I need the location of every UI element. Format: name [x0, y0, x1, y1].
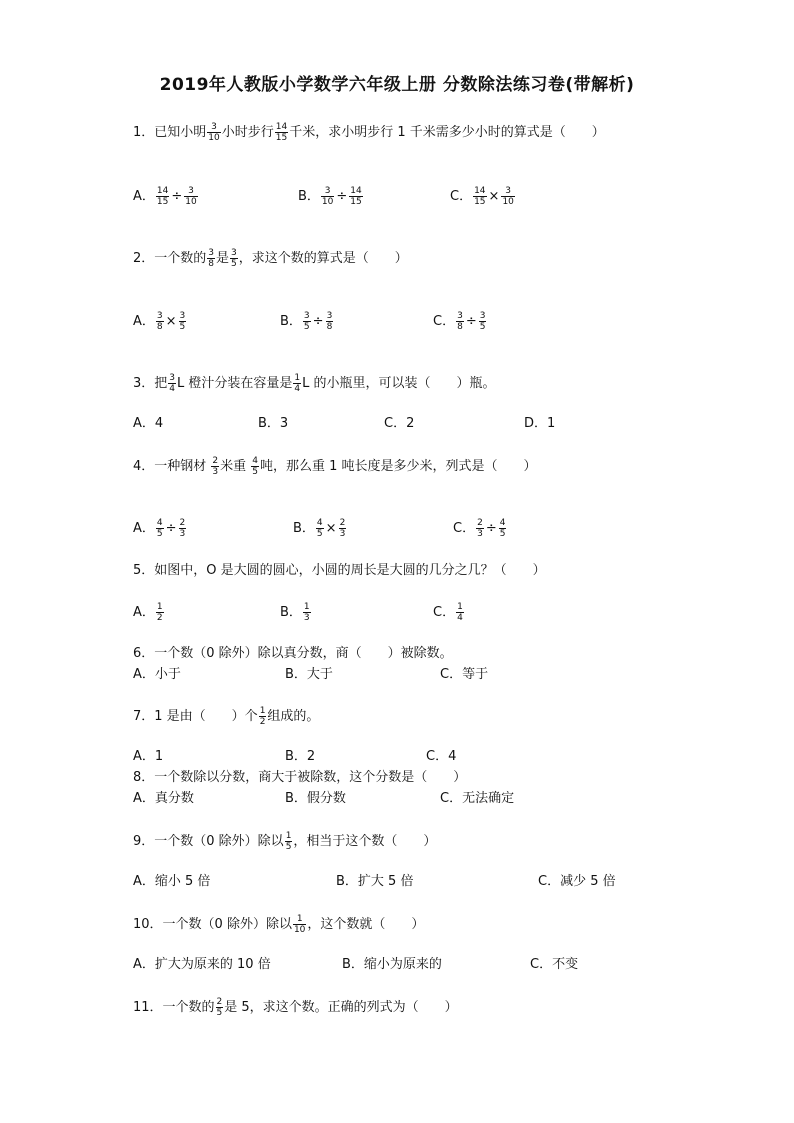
- q7-option-c[interactable]: C．4: [426, 749, 457, 764]
- q1-option-b[interactable]: B． $\frac{3}{10}$ ÷ $\frac{14}{15}$: [298, 186, 362, 207]
- q3-option-b[interactable]: B．3: [258, 416, 289, 431]
- question-9: 9．一个数（0 除外）除以 $\frac{1}{5}$ ，相当于这个数（ ）: [133, 831, 437, 852]
- q1-text-2: 小时步行: [221, 125, 274, 140]
- q2-option-c[interactable]: C． $\frac{3}{8}$ ÷ $\frac{3}{5}$: [433, 311, 486, 332]
- q3-option-a[interactable]: A．4: [133, 416, 164, 431]
- fraction: $\frac{3}{4}$: [169, 373, 176, 394]
- q1-text-1: 1．已知小明: [133, 125, 207, 140]
- q8-option-a[interactable]: A．真分数: [133, 791, 194, 806]
- q7-option-a[interactable]: A．1: [133, 749, 164, 764]
- q3-option-d[interactable]: D．1: [524, 416, 556, 431]
- question-3: 3．把 $\frac{3}{4}$ L 橙汁分装在容量是 $\frac{1}{4}$ L 的小瓶里，可以装（ ）瓶。: [133, 373, 496, 394]
- question-5: 5．如图中，O 是大圆的圆心，小圆的周长是大圆的几分之几？（ ）: [133, 563, 546, 578]
- q5-option-c[interactable]: C． $\frac{1}{4}$: [433, 602, 463, 623]
- fraction: $\frac{4}{5}$: [252, 456, 259, 477]
- fraction: $\frac{1}{4}$: [294, 373, 301, 394]
- fraction: $\frac{1}{10}$: [293, 914, 306, 935]
- q10-option-b[interactable]: B．缩小为原来的: [342, 957, 442, 972]
- fraction: $\frac{1}{5}$: [285, 831, 292, 852]
- q4-option-c[interactable]: C． $\frac{2}{3}$ ÷ $\frac{4}{5}$: [453, 518, 506, 539]
- q6-option-b[interactable]: B．大于: [285, 667, 333, 682]
- q6-option-c[interactable]: C．等于: [440, 667, 489, 682]
- q2-option-b[interactable]: B． $\frac{3}{5}$ ÷ $\frac{3}{8}$: [280, 311, 333, 332]
- q10-option-a[interactable]: A．扩大为原来的 10 倍: [133, 957, 271, 972]
- question-7: 7．1 是由（ ）个 $\frac{1}{2}$ 组成的。: [133, 706, 320, 727]
- fraction: $\frac{3}{5}$: [231, 248, 237, 269]
- q1-option-a[interactable]: A． $\frac{14}{15}$ ÷ $\frac{3}{10}$: [133, 186, 197, 207]
- question-1: [133, 122, 605, 143]
- question-4: 4．一种钢材 $\frac{2}{3}$ 米重 $\frac{4}{5}$ 吨，那么重 1 吨长度是多少米，列式是（ ）: [133, 456, 537, 477]
- question-8: 8．一个数除以分数，商大于被除数，这个分数是（ ）: [133, 770, 467, 785]
- q7-option-b[interactable]: B．2: [285, 749, 316, 764]
- q5-option-b[interactable]: B． $\frac{1}{3}$: [280, 602, 310, 623]
- q3-option-c[interactable]: C．2: [384, 416, 415, 431]
- fraction: $\frac{1}{2}$: [259, 706, 266, 727]
- question-2: 2．一个数的 $\frac{3}{8}$ 是 $\frac{3}{5}$ ，求这个数的算式是（ ）: [133, 248, 408, 269]
- q9-option-a[interactable]: A．缩小 5 倍: [133, 874, 211, 889]
- page-title: 2019年人教版小学数学六年级上册 分数除法练习卷(带解析): [159, 75, 635, 95]
- q5-option-a[interactable]: A． $\frac{1}{2}$: [133, 602, 163, 623]
- question-10: 10．一个数（0 除外）除以 $\frac{1}{10}$ ，这个数就（ ）: [133, 914, 425, 935]
- q6-option-a[interactable]: A．小于: [133, 667, 181, 682]
- fraction: $\frac{3}{8}$: [208, 248, 215, 269]
- fraction: $\frac{2}{3}$: [212, 456, 219, 477]
- q4-option-b[interactable]: B． $\frac{4}{5}$ × $\frac{2}{3}$: [293, 518, 346, 539]
- q10-option-c[interactable]: C．不变: [530, 957, 579, 972]
- q9-option-b[interactable]: B．扩大 5 倍: [336, 874, 414, 889]
- question-6: 6．一个数（0 除外）除以真分数，商（ ）被除数。: [133, 646, 453, 661]
- question-11: 11．一个数的 $\frac{2}{5}$ 是 5，求这个数。正确的列式为（ ）: [133, 997, 458, 1018]
- fraction: $\frac{2}{5}$: [216, 997, 223, 1018]
- q9-option-c[interactable]: C．减少 5 倍: [538, 874, 616, 889]
- q8-option-c[interactable]: C．无法确定: [440, 791, 515, 806]
- q1-text-3: 千米，求小明步行 1 千米需多少小时的算式是（ ）: [289, 125, 605, 140]
- q4-option-a[interactable]: A． $\frac{4}{5}$ ÷ $\frac{2}{3}$: [133, 518, 186, 539]
- fraction: $\frac{14}{15}$: [275, 122, 288, 143]
- q8-option-b[interactable]: B．假分数: [285, 791, 346, 806]
- fraction: $\frac{3}{10}$: [208, 122, 220, 143]
- q2-option-a[interactable]: A． $\frac{3}{8}$ × $\frac{3}{5}$: [133, 311, 186, 332]
- q1-option-c[interactable]: C． $\frac{14}{15}$ × $\frac{3}{10}$: [450, 186, 514, 207]
